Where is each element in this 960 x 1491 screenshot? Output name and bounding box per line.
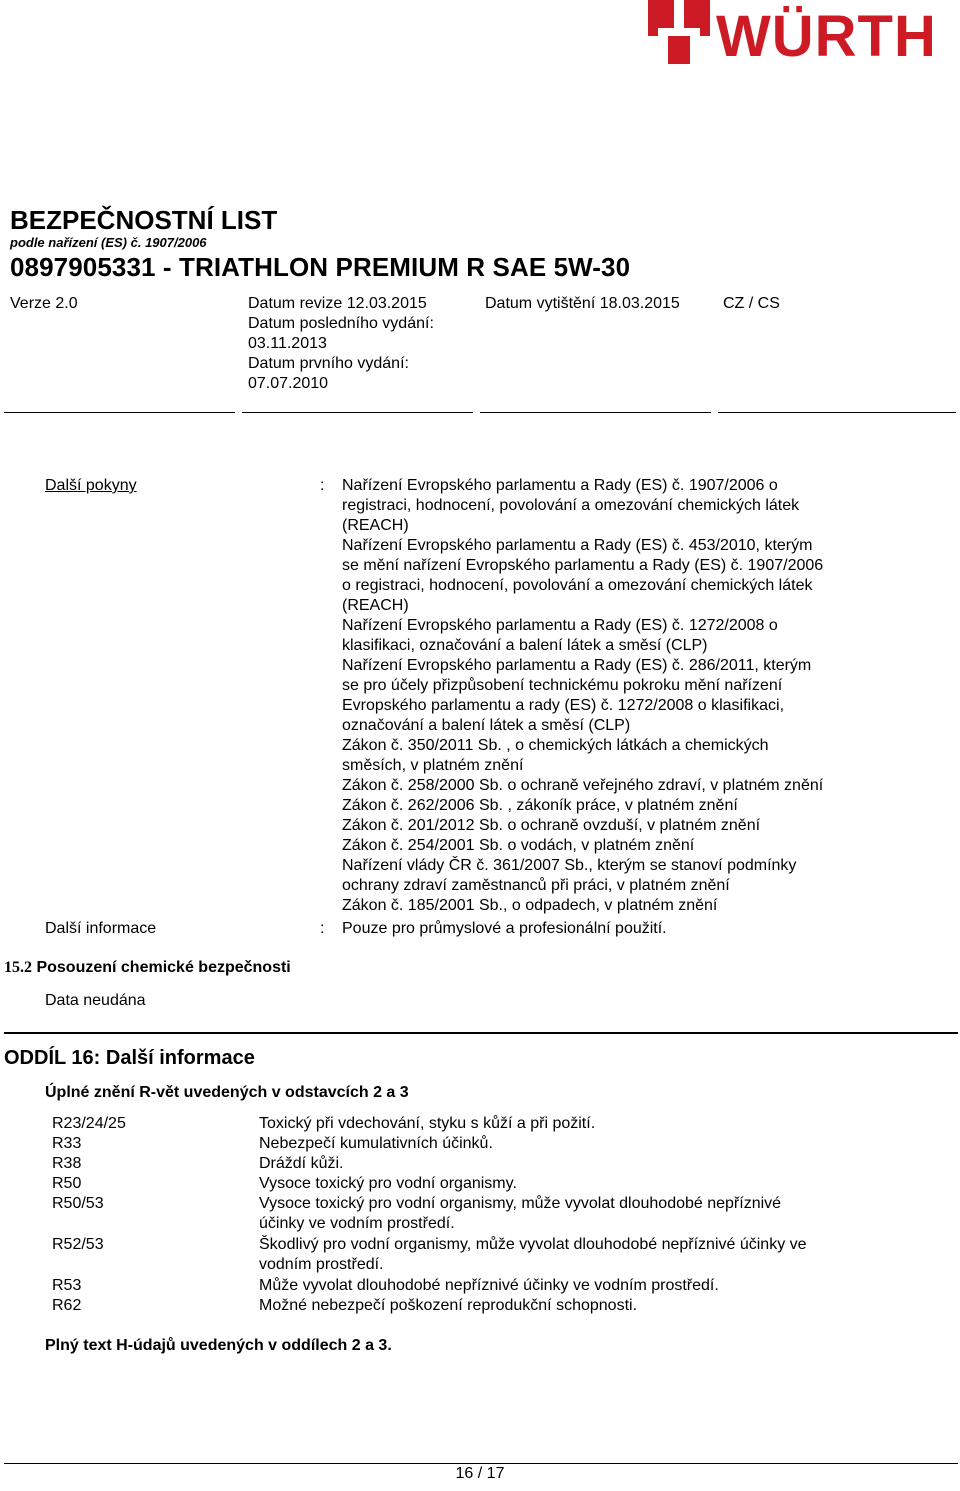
further-info-text: Pouze pro průmyslové a profesionální použití.	[342, 920, 667, 937]
text-line: Dráždí kůži.	[259, 1155, 344, 1172]
r-phrase-text	[259, 1114, 879, 1134]
r-phrase-text	[259, 1154, 879, 1174]
r-phrase-text	[259, 1194, 879, 1234]
text-line: Nařízení Evropského parlamentu a Rady (ES) č. 453/2010, kterým	[342, 537, 813, 554]
document-title: BEZPEČNOSTNÍ LIST	[10, 205, 278, 235]
subsection-text: Data neudána	[45, 992, 146, 1009]
header-divider	[242, 412, 473, 413]
text-line: Vysoce toxický pro vodní organismy, může vyvolat dlouhodobé nepříznivé	[259, 1195, 782, 1212]
first-issue-date: 07.07.2010	[248, 375, 329, 392]
last-issue-date: 03.11.2013	[248, 335, 327, 352]
text-line: účinky ve vodním prostředí.	[259, 1215, 455, 1232]
r-phrase-text	[259, 1134, 879, 1154]
r-phrases-list	[0, 1114, 960, 1324]
r-phrase-code: R52/53	[52, 1236, 104, 1253]
text-line: (REACH)	[342, 517, 409, 534]
colon: :	[320, 477, 325, 494]
text-line: Možné nebezpečí poškození reprodukční schopnosti.	[259, 1297, 638, 1314]
text-line: (REACH)	[342, 597, 409, 614]
r-phrase-code: R33	[52, 1135, 82, 1152]
revision-date: Datum revize 12.03.2015	[248, 295, 427, 312]
text-line: označování a balení látek a směsí (CLP)	[342, 717, 631, 734]
last-issue-label: Datum posledního vydání:	[248, 315, 434, 332]
text-line: vodním prostředí.	[259, 1256, 384, 1273]
r-phrase-code: R38	[52, 1155, 82, 1172]
section-divider	[4, 1032, 958, 1034]
text-line: ochrany zdraví zaměstnanců při práci, v platném znění	[342, 877, 730, 894]
wurth-wordmark: WÜRTH	[716, 4, 937, 69]
other-instructions-label: Další pokyny	[45, 477, 137, 494]
page-number: 16 / 17	[455, 1465, 505, 1482]
text-line: Nařízení Evropského parlamentu a Rady (ES) č. 1907/2006 o	[342, 477, 778, 494]
text-line: Zákon č. 258/2000 Sb. o ochraně veřejného zdraví, v platném znění	[342, 777, 824, 794]
r-phrase-code: R53	[52, 1277, 82, 1294]
r-phrase-text	[259, 1235, 879, 1275]
text-line: směsích, v platném znění	[342, 757, 524, 774]
wurth-logo	[648, 0, 960, 70]
text-line: se pro účely přizpůsobení technickému pokroku mění nařízení	[342, 677, 783, 694]
regulation-subtitle: podle nařízení (ES) č. 1907/2006	[10, 235, 207, 250]
text-line: Vysoce toxický pro vodní organismy.	[259, 1175, 517, 1192]
other-instructions-text	[342, 476, 902, 916]
text-line: Toxický při vdechování, styku s kůží a při požití.	[259, 1115, 596, 1132]
subsection-title: Posouzení chemické bezpečnosti	[36, 959, 291, 976]
version: Verze 2.0	[10, 295, 78, 312]
r-phrase-text	[259, 1276, 879, 1296]
r-phrases-heading: Úplné znění R-vět uvedených v odstavcích 2 a 3	[45, 1084, 409, 1101]
text-line: klasifikaci, označování a balení látek a směsí (CLP)	[342, 637, 708, 654]
wurth-logo-graphic	[648, 0, 960, 70]
header-divider	[480, 412, 711, 413]
further-info-label: Další informace	[45, 920, 157, 937]
text-line: Zákon č. 350/2011 Sb. , o chemických látkách a chemických	[342, 737, 769, 754]
r-phrase-code: R50/53	[52, 1195, 104, 1212]
r-phrase-text	[259, 1174, 879, 1194]
subsection-heading	[4, 958, 291, 978]
print-date: Datum vytištění 18.03.2015	[485, 295, 680, 312]
r-phrase-code: R62	[52, 1297, 82, 1314]
text-line: Zákon č. 254/2001 Sb. o vodách, v platném znění	[342, 837, 695, 854]
colon: :	[320, 920, 325, 937]
first-issue-label: Datum prvního vydání:	[248, 355, 409, 372]
text-line: Nařízení vlády ČR č. 361/2007 Sb., kterým se stanoví podmínky	[342, 857, 797, 874]
header-divider	[718, 412, 956, 413]
text-line: Zákon č. 185/2001 Sb., o odpadech, v platném znění	[342, 897, 718, 914]
text-line: Zákon č. 262/2006 Sb. , zákoník práce, v platném znění	[342, 797, 738, 814]
subsection-number: 15.2	[4, 959, 32, 976]
text-line: se mění nařízení Evropského parlamentu a Rady (ES) č. 1907/2006	[342, 557, 824, 574]
text-line: o registraci, hodnocení, povolování a omezování chemických látek	[342, 577, 813, 594]
text-line: registraci, hodnocení, povolování a omezování chemických látek	[342, 497, 800, 514]
r-phrase-code: R23/24/25	[52, 1115, 126, 1132]
locale: CZ / CS	[723, 295, 780, 312]
text-line: Zákon č. 201/2012 Sb. o ochraně ovzduší, v platném znění	[342, 817, 761, 834]
product-name: 0897905331 - TRIATHLON PREMIUM R SAE 5W-30	[10, 252, 631, 282]
text-line: Nebezpečí kumulativních účinků.	[259, 1135, 493, 1152]
text-line: Evropského parlamentu a rady (ES) č. 1272/2008 o klasifikaci,	[342, 697, 785, 714]
text-line: Nařízení Evropského parlamentu a Rady (ES) č. 286/2011, kterým	[342, 657, 812, 674]
r-phrase-code: R50	[52, 1175, 82, 1192]
section-16-heading: ODDÍL 16: Další informace	[4, 1047, 255, 1069]
r-phrase-text	[259, 1296, 879, 1316]
text-line: Nařízení Evropského parlamentu a Rady (ES) č. 1272/2008 o	[342, 617, 778, 634]
h-statements-heading: Plný text H-údajů uvedených v oddílech 2 a 3.	[45, 1337, 392, 1354]
header-divider	[4, 412, 235, 413]
text-line: Škodlivý pro vodní organismy, může vyvolat dlouhodobé nepříznivé účinky ve	[259, 1236, 807, 1253]
text-line: Může vyvolat dlouhodobé nepříznivé účinky ve vodním prostředí.	[259, 1277, 719, 1294]
